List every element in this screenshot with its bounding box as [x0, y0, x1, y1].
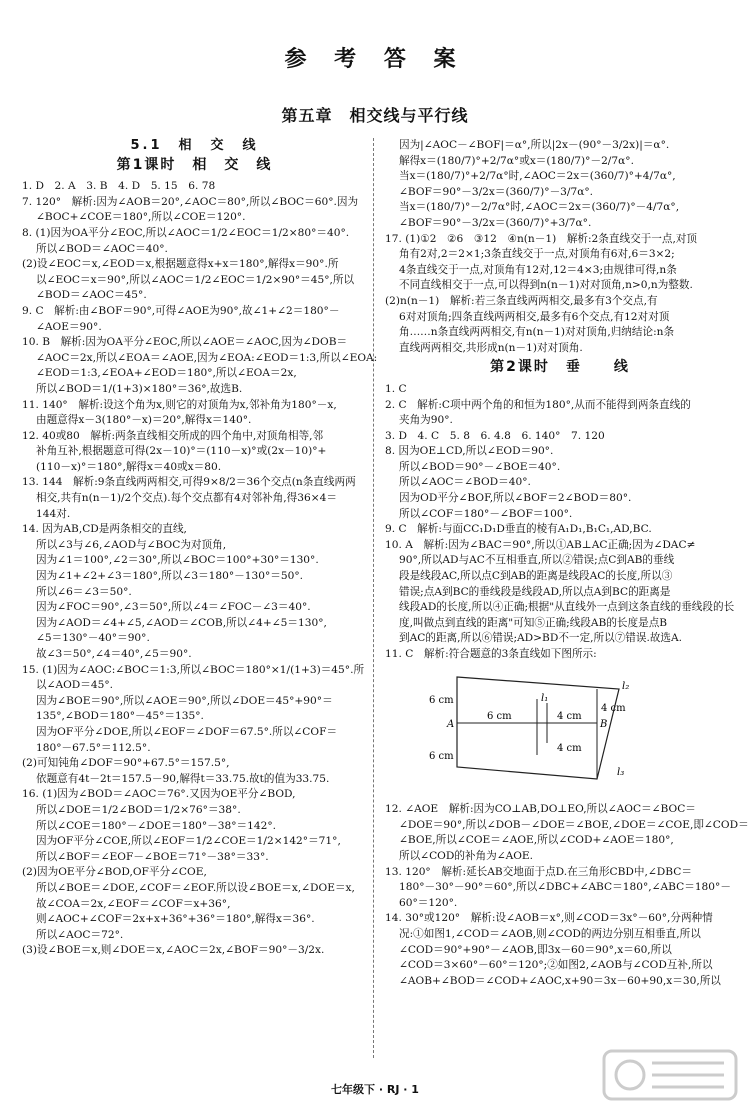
answer-line: 所以∠BOF＝∠EOF－∠BOE＝71°－38°＝33°.	[36, 850, 269, 863]
answer-line: 4条直线交于一点,对顶角有12对,12＝4×3;由规律可得,n条	[399, 263, 677, 276]
column-divider	[373, 138, 374, 1058]
answer-line: 所以∠AOC＝∠BOD＝40°.	[399, 476, 531, 489]
answer-line: 段是线段AC,所以点C到AB的距离是线段AC的长度,所以③	[399, 570, 673, 583]
lesson-heading: 第1课时 相 交 线	[116, 156, 273, 173]
answer-line: 13. 120° 解析:延长AB交地面于点D.在三角形CBD中,∠DBC＝	[385, 865, 692, 878]
answer-line: 所以∠COD的补角为∠AOE.	[399, 849, 534, 862]
answer-line: 夹角为90°.	[399, 414, 453, 427]
figure-perpendicular-lines	[429, 671, 735, 797]
answer-line: 当x＝(180/7)°+2/7α°时,∠AOC＝2x＝(360/7)°+4/7α°,	[399, 170, 676, 183]
answer-line: 由题意得x－3(180°－x)＝20°,解得x＝140°.	[36, 414, 252, 427]
answer-line: 所以∠DOE＝1/2∠BOD＝1/2×76°＝38°.	[36, 803, 241, 816]
label-d1: 6 cm	[429, 694, 454, 706]
answer-line: 所以∠BOD＝1/(1+3)×180°＝36°,故选B.	[36, 382, 243, 395]
answer-line: 错误;点A到BC的垂线段是线段AD,所以点A到BC的距离是	[399, 585, 671, 598]
lesson2-heading: 第2课时 垂 线	[490, 359, 630, 376]
answer-line: ∠5＝130°－40°＝90°.	[36, 632, 150, 645]
page-footer: 七年级下 · RJ · 1	[331, 1083, 419, 1096]
answer-line: 144对.	[36, 507, 71, 520]
answer-line: 线段AD的长度,所以④正确;根据"从直线外一点到这条直线的垂线段的长	[399, 601, 735, 614]
answer-line: 因为∠FOC＝90°,∠3＝50°,所以∠4＝∠FOC－∠3＝40°.	[36, 601, 311, 614]
answer-line: 故∠3＝50°,∠4＝40°,∠5＝90°.	[36, 648, 192, 660]
answer-line: 因为OF平分∠DOE,所以∠EOF＝∠DOF＝67.5°.所以∠COF＝	[36, 725, 338, 738]
left-answer-lines	[22, 179, 378, 959]
answer-line: 14. 30°或120° 解析:设∠AOB＝x°,则∠COD＝3x°－60°,分两种情	[385, 912, 713, 925]
answer-line: 180°－67.5°＝112.5°.	[36, 741, 151, 754]
answer-line: 角……n条直线两两相交,有n(n－1)对对顶角,归纳结论:n条	[399, 326, 675, 339]
answer-line: 16. (1)因为∠BOD＝∠AOC＝76°.又因为OE平分∠BOD,	[22, 788, 296, 801]
answer-line: 不同直线相交于一点,可以得到n(n－1)对对顶角,n>0,n为整数.	[399, 279, 693, 292]
right-answer-lines-bottom	[385, 802, 749, 989]
answer-line: ∠AOC＝2x,所以∠EOA＝∠AOE,因为∠EOA:∠EOD＝1:3,所以∠EOA:	[36, 351, 378, 364]
answer-line: 相交,共有n(n－1)/2个交点).每个交点都有4对邻补角,得36×4＝	[36, 492, 337, 505]
answer-line: 所以∠COF＝180°－∠BOF＝100°.	[399, 507, 573, 520]
answer-line: 所以∠BOD＝∠AOC＝40°.	[36, 242, 168, 255]
page-title: 参 考 答 案	[284, 47, 466, 72]
label-l2: l₂	[622, 680, 630, 692]
answer-line: 13. 144 解析:9条直线两两相交,可得9×8/2＝36个交点(n条直线两两	[22, 476, 356, 489]
answer-line: 所以∠6＝∠3＝50°.	[36, 585, 132, 598]
figure-svg	[429, 671, 637, 791]
label-d6: 4 cm	[557, 742, 582, 754]
label-d2: 6 cm	[429, 750, 454, 762]
answer-line: 180°－30°－90°＝60°,所以∠DBC+∠ABC＝180°,∠ABC＝180°－	[399, 881, 731, 894]
answer-line: 12. 40或80 解析:两条直线相交所成的四个角中,对顶角相等,邻	[22, 429, 324, 442]
label-d5: 4 cm	[601, 702, 626, 714]
answer-line: 故∠COA＝2x,∠EOF＝∠COF＝x+36°,	[36, 897, 231, 910]
answer-line: 因为∠BOE＝90°,所以∠AOE＝90°,所以∠DOE＝45°+90°＝	[36, 694, 333, 707]
label-a: A	[447, 718, 455, 730]
answer-line: ∠COD＝90°+90°－∠AOB,即3x－60＝90°,x＝60,所以	[399, 943, 672, 956]
answer-line: 11. 140° 解析:设这个角为x,则它的对顶角为x,邻补角为180°－x,	[22, 398, 337, 411]
left-column	[22, 138, 378, 959]
answer-line: (2)可知钝角∠DOF＝90°+67.5°＝157.5°,	[22, 757, 230, 770]
answer-line: (110－x)°＝180°,解得x＝40或x＝80.	[36, 460, 222, 473]
answer-line: 依题意有4t－2t＝157.5－90,解得t＝33.75.故t的值为33.75.	[36, 772, 330, 785]
answer-line: 解得x＝(180/7)°+2/7α°或x＝(180/7)°－2/7α°.	[399, 154, 634, 167]
answer-line: 所以∠BOE＝∠DOE,∠COF＝∠EOF.所以设∠BOE＝x,∠DOE＝x,	[36, 881, 355, 894]
answer-line: 因为OF平分∠COE,所以∠EOF＝1/2∠COE＝1/2×142°＝71°,	[36, 835, 341, 848]
answer-line: 9. C 解析:由∠BOF＝90°,可得∠AOE为90°,故∠1+∠2＝180°－	[22, 304, 340, 317]
answer-line: 15. (1)因为∠AOC:∠BOC＝1:3,所以∠BOC＝180°×1/(1+3)＝45°.所	[22, 663, 365, 676]
answer-line: 7. 120° 解析:因为∠AOB＝20°,∠AOC＝80°,所以∠BOC＝60°.因为	[22, 195, 359, 208]
answer-line: 11. C 解析:符合题意的3条直线如下图所示:	[385, 648, 597, 660]
answer-line: ∠BOF＝90°－3/2x＝(360/7)°－3/7α°.	[399, 185, 594, 198]
answer-line: 则∠AOC+∠COF＝2x+x+36°+36°＝180°,解得x＝36°.	[36, 913, 315, 926]
answer-line: 10. B 解析:因为OA平分∠EOC,所以∠AOE＝∠AOC,因为∠DOB＝	[22, 336, 348, 349]
answer-line: 度,叫做点到直线的距离"可知⑤正确;线段AB的长度是点B	[399, 616, 668, 629]
answer-line: 3. D 4. C 5. 8 6. 4.8 6. 140° 7. 120	[385, 429, 605, 442]
right-answer-lines-top	[385, 138, 735, 356]
answer-line: 所以∠BOD＝90°－∠BOE＝40°.	[399, 460, 561, 473]
answer-line: 8. (1)因为OA平分∠EOC,所以∠AOC＝1/2∠EOC＝1/2×80°＝40°.	[22, 226, 350, 239]
answer-line: (2)n(n－1) 解析:若三条直线两两相交,最多有3个交点,有	[385, 294, 658, 307]
answer-line: 135°,∠BOD＝180°－45°＝135°.	[36, 710, 204, 723]
answer-line: 所以∠AOC＝72°.	[36, 928, 124, 941]
answer-line: ∠BOC+∠COE＝180°,所以∠COE＝120°.	[36, 211, 246, 224]
right-column	[385, 138, 749, 989]
answer-line: ∠BOD＝∠AOC＝45°.	[36, 289, 147, 302]
answer-line: ∠COD＝3×60°－60°＝120°;②如图2,∠AOB与∠COD互补,所以	[399, 959, 713, 972]
label-b: B	[600, 718, 608, 730]
answer-line: ∠BOE,所以∠COE＝∠AOE,所以∠COD+∠AOE＝180°,	[399, 834, 674, 847]
answer-line: 90°,所以AD与AC不互相垂直,所以②错误;点C到AB的垂线	[399, 554, 675, 567]
label-l3: l₃	[617, 766, 625, 778]
answer-line: 12. ∠AOE 解析:因为CO⊥AB,DO⊥EO,所以∠AOC＝∠BOC＝	[385, 803, 696, 816]
answer-line: 因为∠1+∠2+∠3＝180°,所以∠3＝180°－130°＝50°.	[36, 570, 304, 583]
answer-line: 到AC的距离,所以⑥错误;AD>BD不一定,所以⑦错误.故选A.	[399, 632, 683, 645]
section-heading: 5.1 相 交 线	[130, 138, 259, 153]
answer-line: 况:①如图1,∠COD＝∠AOB,则∠COD的两边分别互相垂直,所以	[399, 927, 701, 940]
answer-line: 因为∠AOD＝∠4+∠5,∠AOD＝∠COB,所以∠4+∠5＝130°,	[36, 616, 327, 629]
label-l1: l₁	[541, 692, 549, 704]
answer-line: (2)因为OE平分∠BOD,OF平分∠COE,	[22, 866, 207, 879]
answer-line: 6对对顶角;四条直线两两相交,最多有6个交点,有12对对顶	[399, 310, 670, 323]
answer-line: (3)设∠BOE＝x,则∠DOE＝x,∠AOC＝2x,∠BOF＝90°－3/2x.	[22, 944, 325, 957]
label-d4: 4 cm	[557, 710, 582, 722]
answer-line: 9. C 解析:与面CC₁D₁D垂直的棱有A₁D₁,B₁C₁,AD,BC.	[385, 523, 652, 536]
answer-line: 60°＝120°.	[399, 896, 458, 909]
answer-line: 所以∠3与∠6,∠AOD与∠BOC为对顶角,	[36, 538, 227, 551]
answer-line: ∠EOD＝1:3,∠EOA+∠EOD＝180°,所以∠EOA＝2x,	[36, 367, 297, 380]
answer-line: 直线两两相交,共形成n(n－1)对对顶角.	[399, 341, 583, 354]
answer-line: 1. D 2. A 3. B 4. D 5. 15 6. 78	[22, 180, 216, 193]
answer-line: 因为∠1＝100°,∠2＝30°,所以∠BOC＝100°+30°＝130°.	[36, 554, 319, 567]
answer-line: 所以∠COE＝180°－∠DOE＝180°－38°＝142°.	[36, 819, 277, 832]
answer-line: 以∠AOD＝45°.	[36, 679, 114, 692]
answer-line: ∠AOB+∠BOD＝∠COD+∠AOC,x+90＝3x－60+90,x＝30,所以	[399, 974, 721, 987]
answer-line: 当x＝(180/7)°－2/7α°时,∠AOC＝2x＝(360/7)°－4/7α°,	[399, 201, 680, 214]
answer-line: ∠BOF＝90°－3/2x＝(360/7)°+3/7α°.	[399, 216, 592, 229]
answer-line: (2)设∠EOC＝x,∠EOD＝x,根据题意得x+x＝180°,解得x＝90°.所	[22, 258, 339, 271]
watermark-logo	[600, 1045, 740, 1105]
answer-line: 补角互补,根据题意可得(2x－10)°＝(110－x)°或(2x－10)°+	[36, 445, 327, 458]
answer-line: 10. A 解析:因为∠BAC＝90°,所以①AB⊥AC正确;因为∠DAC≠	[385, 538, 696, 551]
answer-line: 14. 因为AB,CD是两条相交的直线,	[22, 523, 187, 536]
answer-line: 17. (1)①2 ②6 ③12 ④n(n－1) 解析:2条直线交于一点,对顶	[385, 232, 697, 245]
answer-line: 以∠EOC＝x＝90°,所以∠AOC＝1/2∠EOC＝1/2×90°＝45°,所以	[36, 273, 355, 286]
answer-line: 因为|∠AOC－∠BOF|＝α°,所以|2x－(90°－3/2x)|＝α°.	[399, 139, 670, 151]
answer-line: 8. 因为OE⊥CD,所以∠EOD＝90°.	[385, 445, 554, 458]
right-answer-lines-mid	[385, 382, 735, 663]
answer-line: 因为OD平分∠BOF,所以∠BOF＝2∠BOD＝80°.	[399, 492, 632, 505]
answer-line: ∠DOE＝90°,所以∠DOB－∠DOE＝∠BOE,∠DOE＝∠COE,即∠COD＝	[399, 818, 749, 831]
answer-line: 2. C 解析:C项中两个角的和恒为180°,从而不能得到两条直线的	[385, 398, 691, 411]
answer-line: 1. C	[385, 382, 407, 395]
chapter-heading: 第五章 相交线与平行线	[281, 106, 469, 125]
answer-line: 角有2对,2＝2×1;3条直线交于一点,对顶角有6对,6＝3×2;	[399, 248, 675, 261]
answer-line: ∠AOE＝90°.	[36, 320, 102, 333]
label-d3: 6 cm	[487, 710, 512, 722]
